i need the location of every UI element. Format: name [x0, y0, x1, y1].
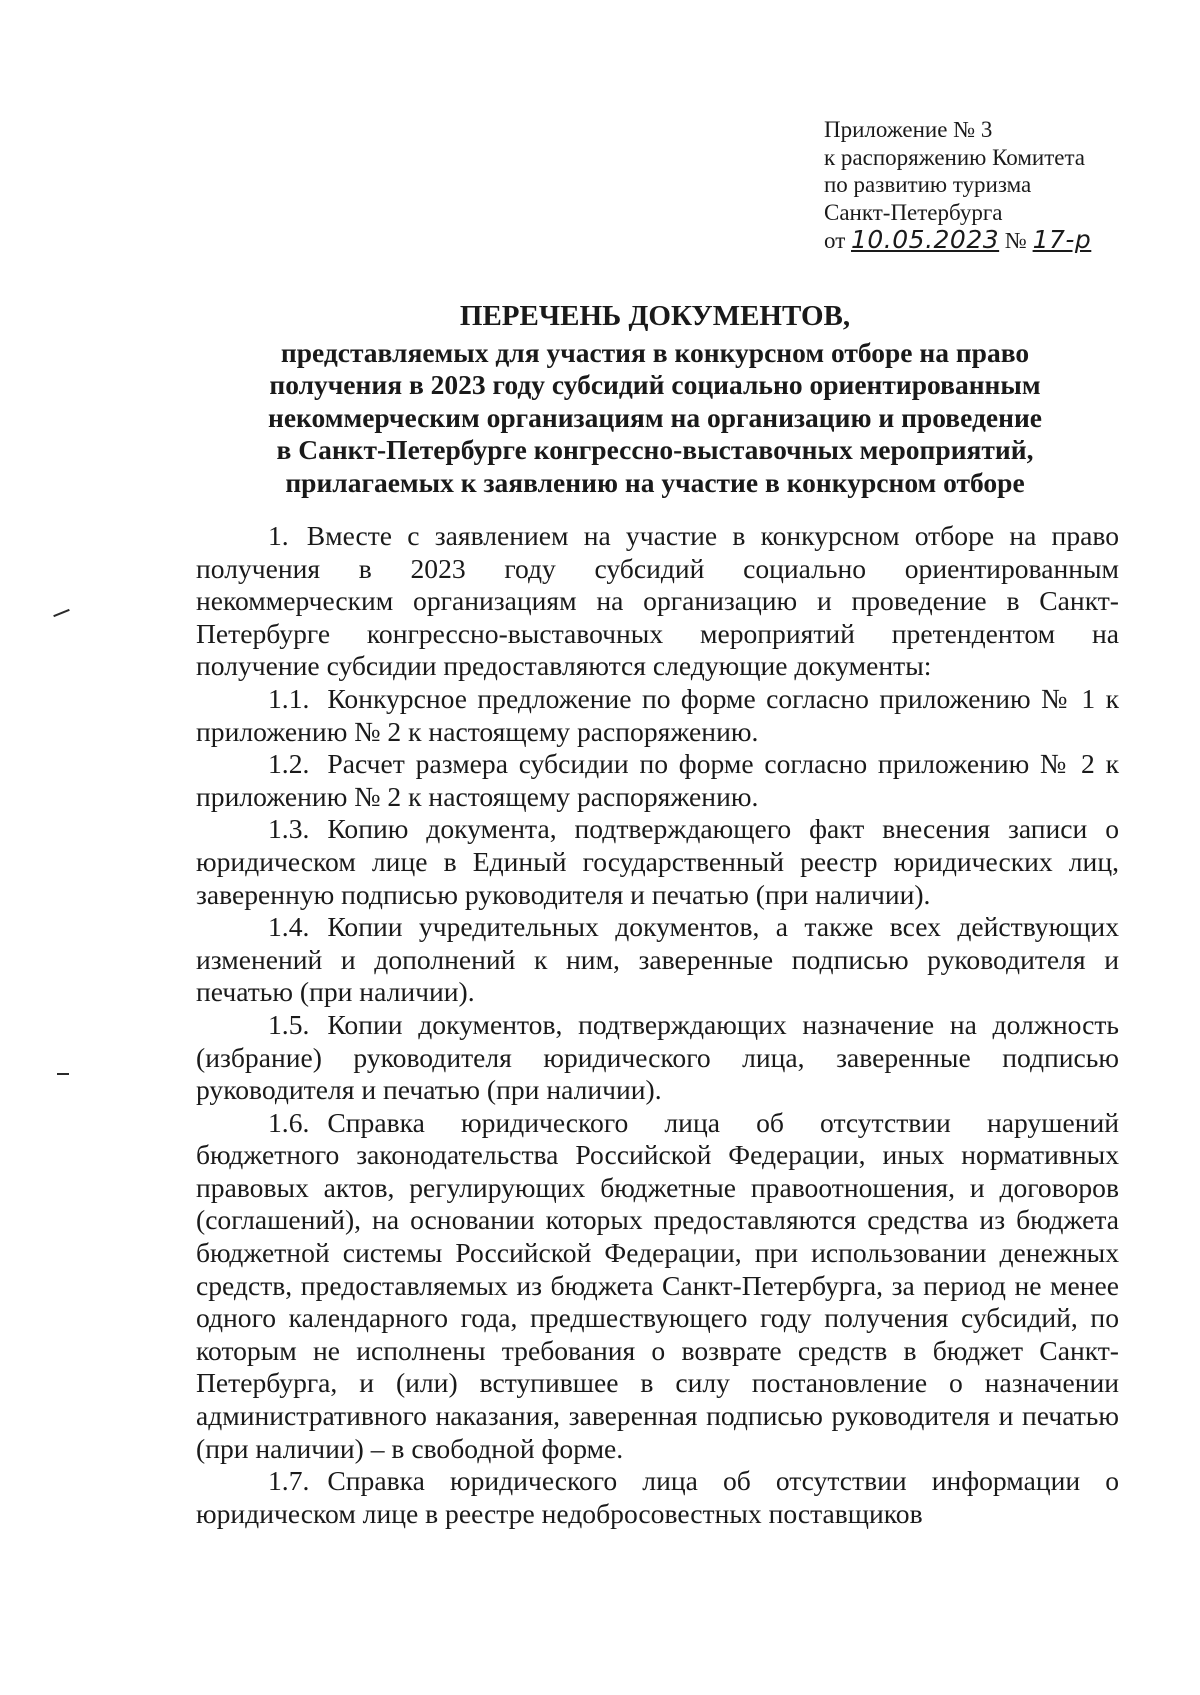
item-number: 1.4. — [268, 911, 310, 943]
title-subtitle-line: получения в 2023 году субсидий социально ориентированным — [269, 369, 1041, 401]
item-number: 1.6. — [268, 1106, 310, 1138]
title-subtitle-line: в Санкт-Петербурге конгрессно-выставочных мероприятий, — [276, 434, 1034, 466]
number-prefix: № — [1004, 228, 1027, 253]
list-item — [196, 1009, 1119, 1107]
list-item — [196, 683, 1119, 748]
handwritten-number: 17-р — [1032, 225, 1092, 254]
title-subtitle-line: прилагаемых к заявлению на участие в конкурсном отборе — [285, 466, 1025, 498]
appendix-line: Санкт-Петербурга — [824, 199, 1003, 225]
date-prefix: от — [824, 228, 846, 253]
item-text: Конкурсное предложение по форме согласно приложению № 1 к приложению № 2 к настоящему распоряжению. — [196, 682, 1119, 747]
item-text: Расчет размера субсидии по форме согласно приложению № 2 к приложению № 2 к настоящему распоряжению. — [196, 748, 1119, 812]
margin-mark — [57, 1073, 69, 1075]
document-body — [196, 520, 1119, 1530]
title-subtitle-line: представляемых для участия в конкурсном отборе на право — [280, 337, 1030, 368]
margin-mark — [53, 609, 70, 617]
item-number: 1.3. — [268, 813, 310, 845]
title-subtitle-line: некоммерческим организациям на организацию и проведение — [268, 401, 1042, 433]
appendix-header — [824, 116, 1154, 255]
list-item — [196, 748, 1119, 813]
item-text: Справка юридического лица об отсутствии нарушений бюджетного законодательства Российской Федерации, иных нормативных правовых актов, регулирующих бюджетные правоотношения, и договоров (соглашений), на основании которых предоставляются средства из бюджета бюджетной системы Российской Федерации, при использовании денежных средств, предоставляемых из бюджета Санкт-Петербурга, за период не менее одного календарного года, предшествующего году получения субсидий, по которым не исполнены требования о возврате средств в бюджет Санкт-Петербурга, и (или) вступившее в силу постановление о назначении административного наказания, заверенная подписью руководителя и печатью (при наличии) – в свободной форме. — [196, 1106, 1119, 1464]
item-number: 1.2. — [268, 748, 310, 780]
item-number: 1. — [268, 520, 289, 551]
item-text: Копии документов, подтверждающих назначение на должность (избрание) руководителя юридического лица, заверенные подписью руководителя и печатью (при наличии). — [196, 1008, 1119, 1106]
appendix-line: Приложение № 3 — [824, 117, 993, 142]
item-text: Справка юридического лица об отсутствии информации о юридическом лице в реестре недобросовестных поставщиков — [196, 1465, 1119, 1529]
appendix-line: к распоряжению Комитета — [824, 144, 1085, 170]
list-item — [196, 1465, 1119, 1530]
appendix-date-line — [824, 226, 1154, 255]
item-text: Копию документа, подтверждающего факт внесения записи о юридическом лице в Единый государственный реестр юридических лиц, заверенную подписью руководителя и печатью (при наличии). — [196, 813, 1119, 910]
item-text: Вместе с заявлением на участие в конкурсном отборе на право получения в 2023 году субсидий социально ориентированным некоммерческим организациям на организацию и проведение в Санкт-Петербурге конгрессно-выставочных мероприятий претендентом на получение субсидии предоставляются следующие документы: — [196, 520, 1119, 682]
list-item — [196, 520, 1119, 683]
list-item — [196, 1107, 1119, 1466]
item-number: 1.5. — [268, 1008, 310, 1040]
appendix-line: по развитию туризма — [824, 172, 1032, 197]
list-item — [196, 813, 1119, 911]
document-title — [190, 298, 1120, 499]
title-main: ПЕРЕЧЕНЬ ДОКУМЕНТОВ, — [459, 300, 851, 332]
list-item — [196, 911, 1119, 1009]
item-text: Копии учредительных документов, а также всех действующих изменений и дополнений к ним, заверенные подписью руководителя и печатью (при наличии). — [196, 911, 1119, 1008]
item-number: 1.1. — [268, 682, 310, 714]
item-number: 1.7. — [268, 1465, 310, 1497]
handwritten-date: 10.05.2023 — [851, 225, 1000, 254]
